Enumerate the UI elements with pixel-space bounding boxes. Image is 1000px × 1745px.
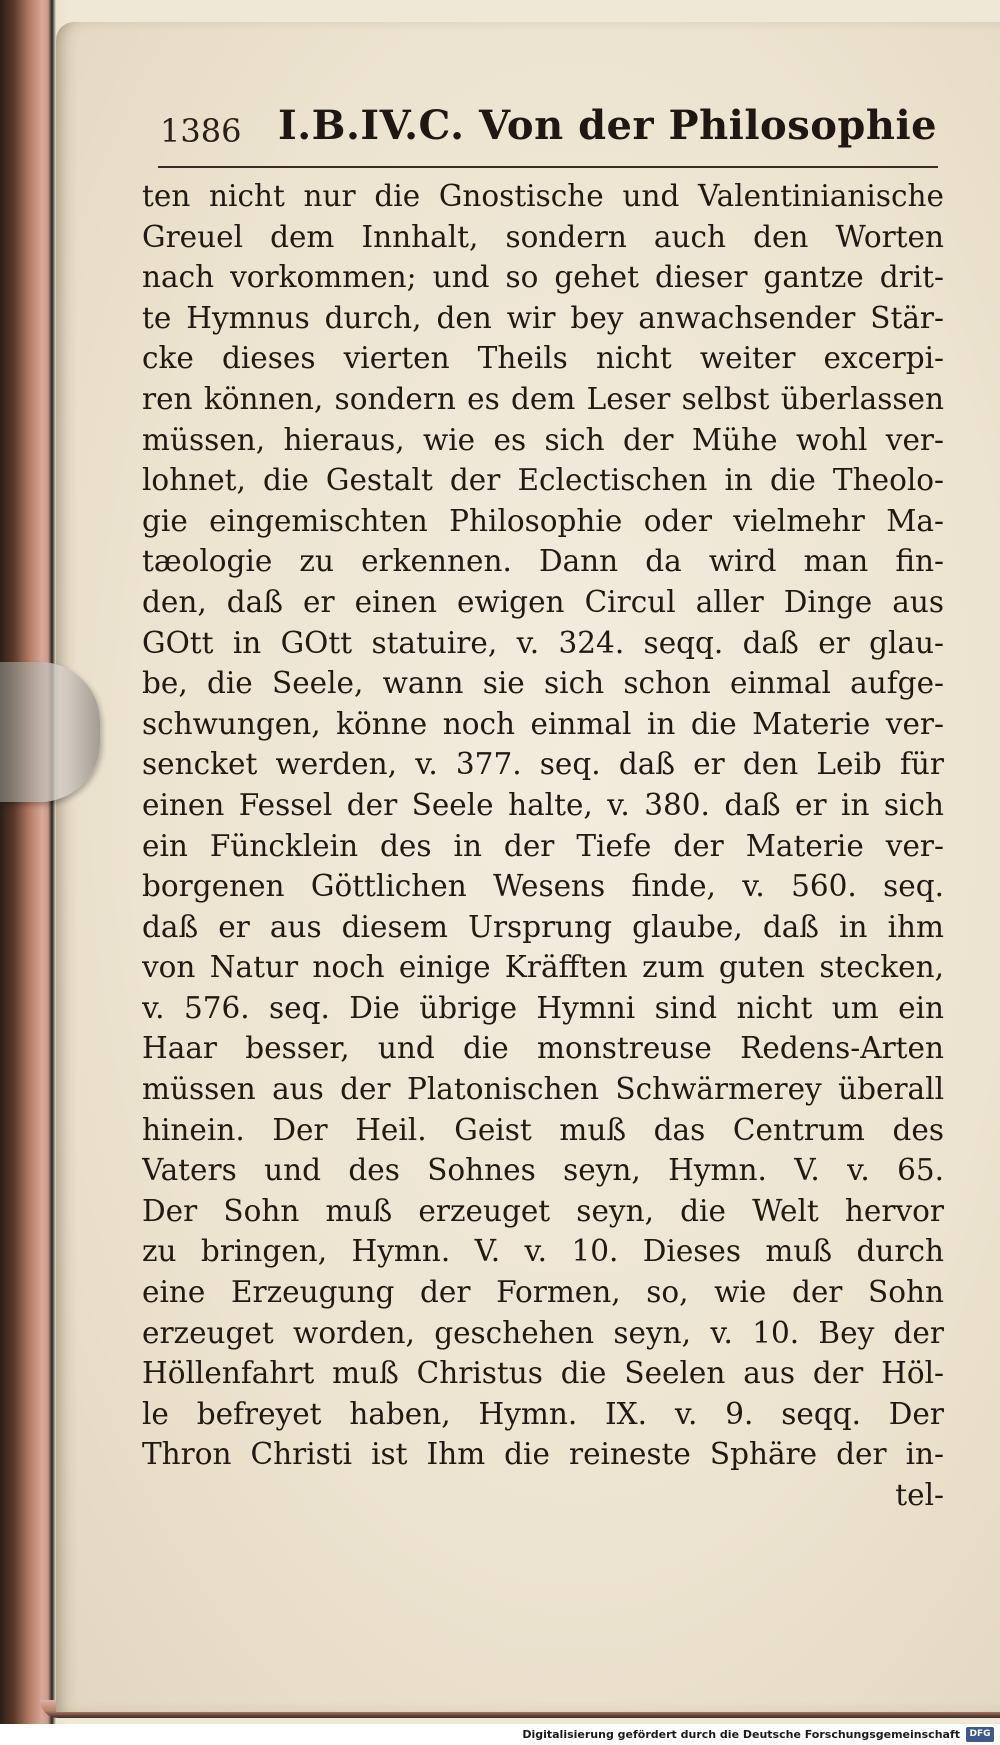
text-line: ein Füncklein des in der Tiefe der Materie ver- (142, 828, 944, 863)
page-number: 1386 (160, 112, 242, 150)
text-line: daß er aus diesem Ursprung glaube, daß in ihm (142, 909, 944, 944)
text-line: müssen, hieraus, wie es sich der Mühe wohl ver- (142, 422, 944, 457)
text-line: lohnet, die Gestalt der Eclectischen in die Theolo- (142, 463, 944, 498)
text-line: nach vorkommen; und so gehet dieser gantze drit- (142, 260, 944, 295)
text-line: be, die Seele, wann sie sich schon einmal aufge- (142, 666, 944, 701)
catchword: tel- (895, 1478, 944, 1512)
text-line: Der Sohn muß erzeuget seyn, die Welt hervor (142, 1193, 944, 1228)
dfg-logo: DFG (966, 1727, 994, 1742)
text-line: sencket werden, v. 377. seq. daß er den Leib für (142, 747, 944, 782)
text-line: Thron Christi ist Ihm die reineste Sphäre der in- (142, 1437, 944, 1472)
text-line: Greuel dem Innhalt, sondern auch den Worten (142, 219, 944, 254)
text-line: den, daß er einen ewigen Circul aller Dinge aus (142, 584, 944, 619)
text-line: Vaters und des Sohnes seyn, Hymn. V. v. 65. (142, 1153, 944, 1188)
text-line: müssen aus der Platonischen Schwärmerey überall (142, 1072, 944, 1107)
text-line: schwungen, könne noch einmal in die Materie ver- (142, 706, 944, 741)
text-line: gie eingemischten Philosophie oder vielmehr Ma- (142, 503, 944, 538)
text-line: hinein. Der Heil. Geist muß das Centrum des (142, 1112, 944, 1147)
digitization-footer (0, 1724, 1000, 1745)
text-line: erzeuget worden, geschehen seyn, v. 10. Bey der (142, 1315, 944, 1350)
text-line: ten nicht nur die Gnostische und Valentinianische (142, 179, 944, 213)
header-rule (158, 166, 938, 168)
text-line: cke dieses vierten Theils nicht weiter excerpi- (142, 341, 944, 376)
text-line: eine Erzeugung der Formen, so, wie der Sohn (142, 1275, 944, 1310)
text-line: tæologie zu erkennen. Dann da wird man fin- (142, 544, 944, 579)
text-line: Höllenfahrt muß Christus die Seelen aus der Höl- (142, 1356, 944, 1391)
text-line: einen Fessel der Seele halte, v. 380. daß er in sich (142, 787, 944, 822)
text-line: GOtt in GOtt statuire, v. 324. seqq. daß er glau- (142, 625, 944, 660)
running-head: I.B.IV.C. Von der Philosophie (278, 102, 938, 149)
text-line: le befreyet haben, Hymn. IX. v. 9. seqq. Der (142, 1396, 944, 1431)
text-line: Haar besser, und die monstreuse Redens-Arten (142, 1031, 944, 1066)
text-line: ren können, sondern es dem Leser selbst überlassen (142, 381, 944, 416)
text-line: zu bringen, Hymn. V. v. 10. Dieses muß durch (142, 1234, 944, 1269)
body-text (142, 176, 944, 1516)
text-line: v. 576. seq. Die übrige Hymni sind nicht um ein (142, 990, 944, 1025)
text-line: borgenen Göttlichen Wesens finde, v. 560. seq. (142, 869, 944, 904)
text-line: von Natur noch einige Kräfften zum guten stecken, (142, 950, 944, 985)
page-header (160, 96, 960, 160)
text-line: te Hymnus durch, den wir bey anwachsender Stär- (142, 300, 944, 335)
page-clip (0, 662, 100, 802)
footer-text: Digitalisierung gefördert durch die Deutsche Forschungsgemeinschaft (522, 1728, 960, 1741)
